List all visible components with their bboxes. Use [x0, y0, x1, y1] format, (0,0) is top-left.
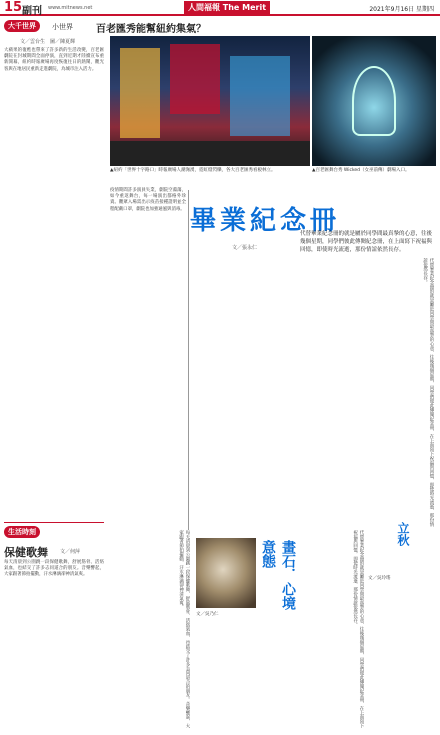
newspaper-logo: 人間福報 The Merit Times — [184, 1, 270, 14]
yearbook-byline: 文／張永仁 — [232, 245, 258, 251]
site-url: www.mitnews.net — [48, 5, 93, 11]
issue-date: 2021年9月16日 星期四 — [369, 6, 434, 13]
section-name: 副刊 — [22, 6, 42, 17]
divider — [188, 190, 189, 530]
story-tag-small: 小世界 — [52, 23, 73, 31]
story-column-1: 大蘋果的復甦也帶來了許多新的生活改變，百老匯劇院在封城期間全面停演，直到近期才陸續宣布重新開幕，紐約時報廣場再度恢復往日的熱鬧，觀光客與在地居民重新走進劇院，為城市注入活力。 — [4, 48, 104, 72]
autumn-title: 立秋 — [396, 522, 410, 546]
story-tag: 大千世界 — [4, 20, 40, 32]
autumn-body: 代替畢業紀念冊的就是屬於同學間最真摯的心意，往後幾個星期，同學們彼此傳閱紀念冊，在上面寫下祝福與回憶，即使時光流逝，那份情誼依然長存。 — [352, 530, 364, 728]
masthead — [0, 0, 440, 25]
yearbook-body: 代替畢業紀念冊的就是屬於同學間最真摯的心意，往後幾個星期，同學們彼此傳閱紀念冊，在上面寫下祝福與回憶，即使時光流逝，那份情誼依然長存。 — [422, 258, 434, 527]
wicked-photo — [312, 36, 436, 166]
divider — [4, 522, 104, 523]
photo-caption-2: ▲百老匯舞台秀 Wicked（女巫前傳）劇場入口。 — [312, 168, 410, 173]
story-column-2: 疫情期間許多演員失業，劇院空蕩蕩，如今重返舞台，每一場演出都格外珍貴。觀眾入場需出示疫苗接種證明並全程配戴口罩，劇院也加強通風與消毒。 — [110, 188, 186, 212]
art-title: 畫石．心境意態 — [260, 540, 296, 610]
autumn-byline: 文／吳玲瑤 — [368, 576, 391, 581]
art-byline: 文／吳乃仁 — [196, 612, 219, 617]
column2-tag: 生活時刻 — [4, 526, 40, 538]
column2-byline: 文／何萍 — [60, 549, 81, 555]
art-body: 每天清晨到公園跳一段保健歌舞，舒展筋骨、活絡氣血，也結交了許多志同道合的朋友。音樂響起，大家跟著節拍擺動，汗水淋漓卻神清氣爽。 — [178, 530, 190, 728]
story-byline: 文／雲台生 圖／陳夏輝 — [20, 39, 76, 45]
column2-body: 每天清晨到公園跳一段保健歌舞，舒展筋骨、活絡氣血，也結交了許多志同道合的朋友。音樂響起，大家跟著節拍擺動，汗水淋漓卻神清氣爽。 — [4, 560, 104, 578]
story-headline: 百老匯秀能幫紐約集氣？ — [96, 24, 206, 35]
yearbook-title: 畢業紀念冊 — [190, 206, 341, 236]
yearbook-intro: 代替畢業紀念冊的就是屬於同學間最真摯的心意，往後幾個星期，同學們彼此傳閱紀念冊，在上面寫下祝福與回憶，即使時光流逝，那份情誼依然長存。 — [300, 231, 433, 253]
stone-painting — [196, 538, 256, 608]
photo-caption-1: ▲紐約「世界十字路口」時報廣場人潮洶湧，霓虹燈閃爍，各大百老匯秀看板林立。 — [110, 168, 276, 173]
times-square-photo — [110, 36, 310, 166]
page-number: 15 — [4, 0, 23, 15]
column2-title: 保健歌舞 — [4, 546, 48, 559]
